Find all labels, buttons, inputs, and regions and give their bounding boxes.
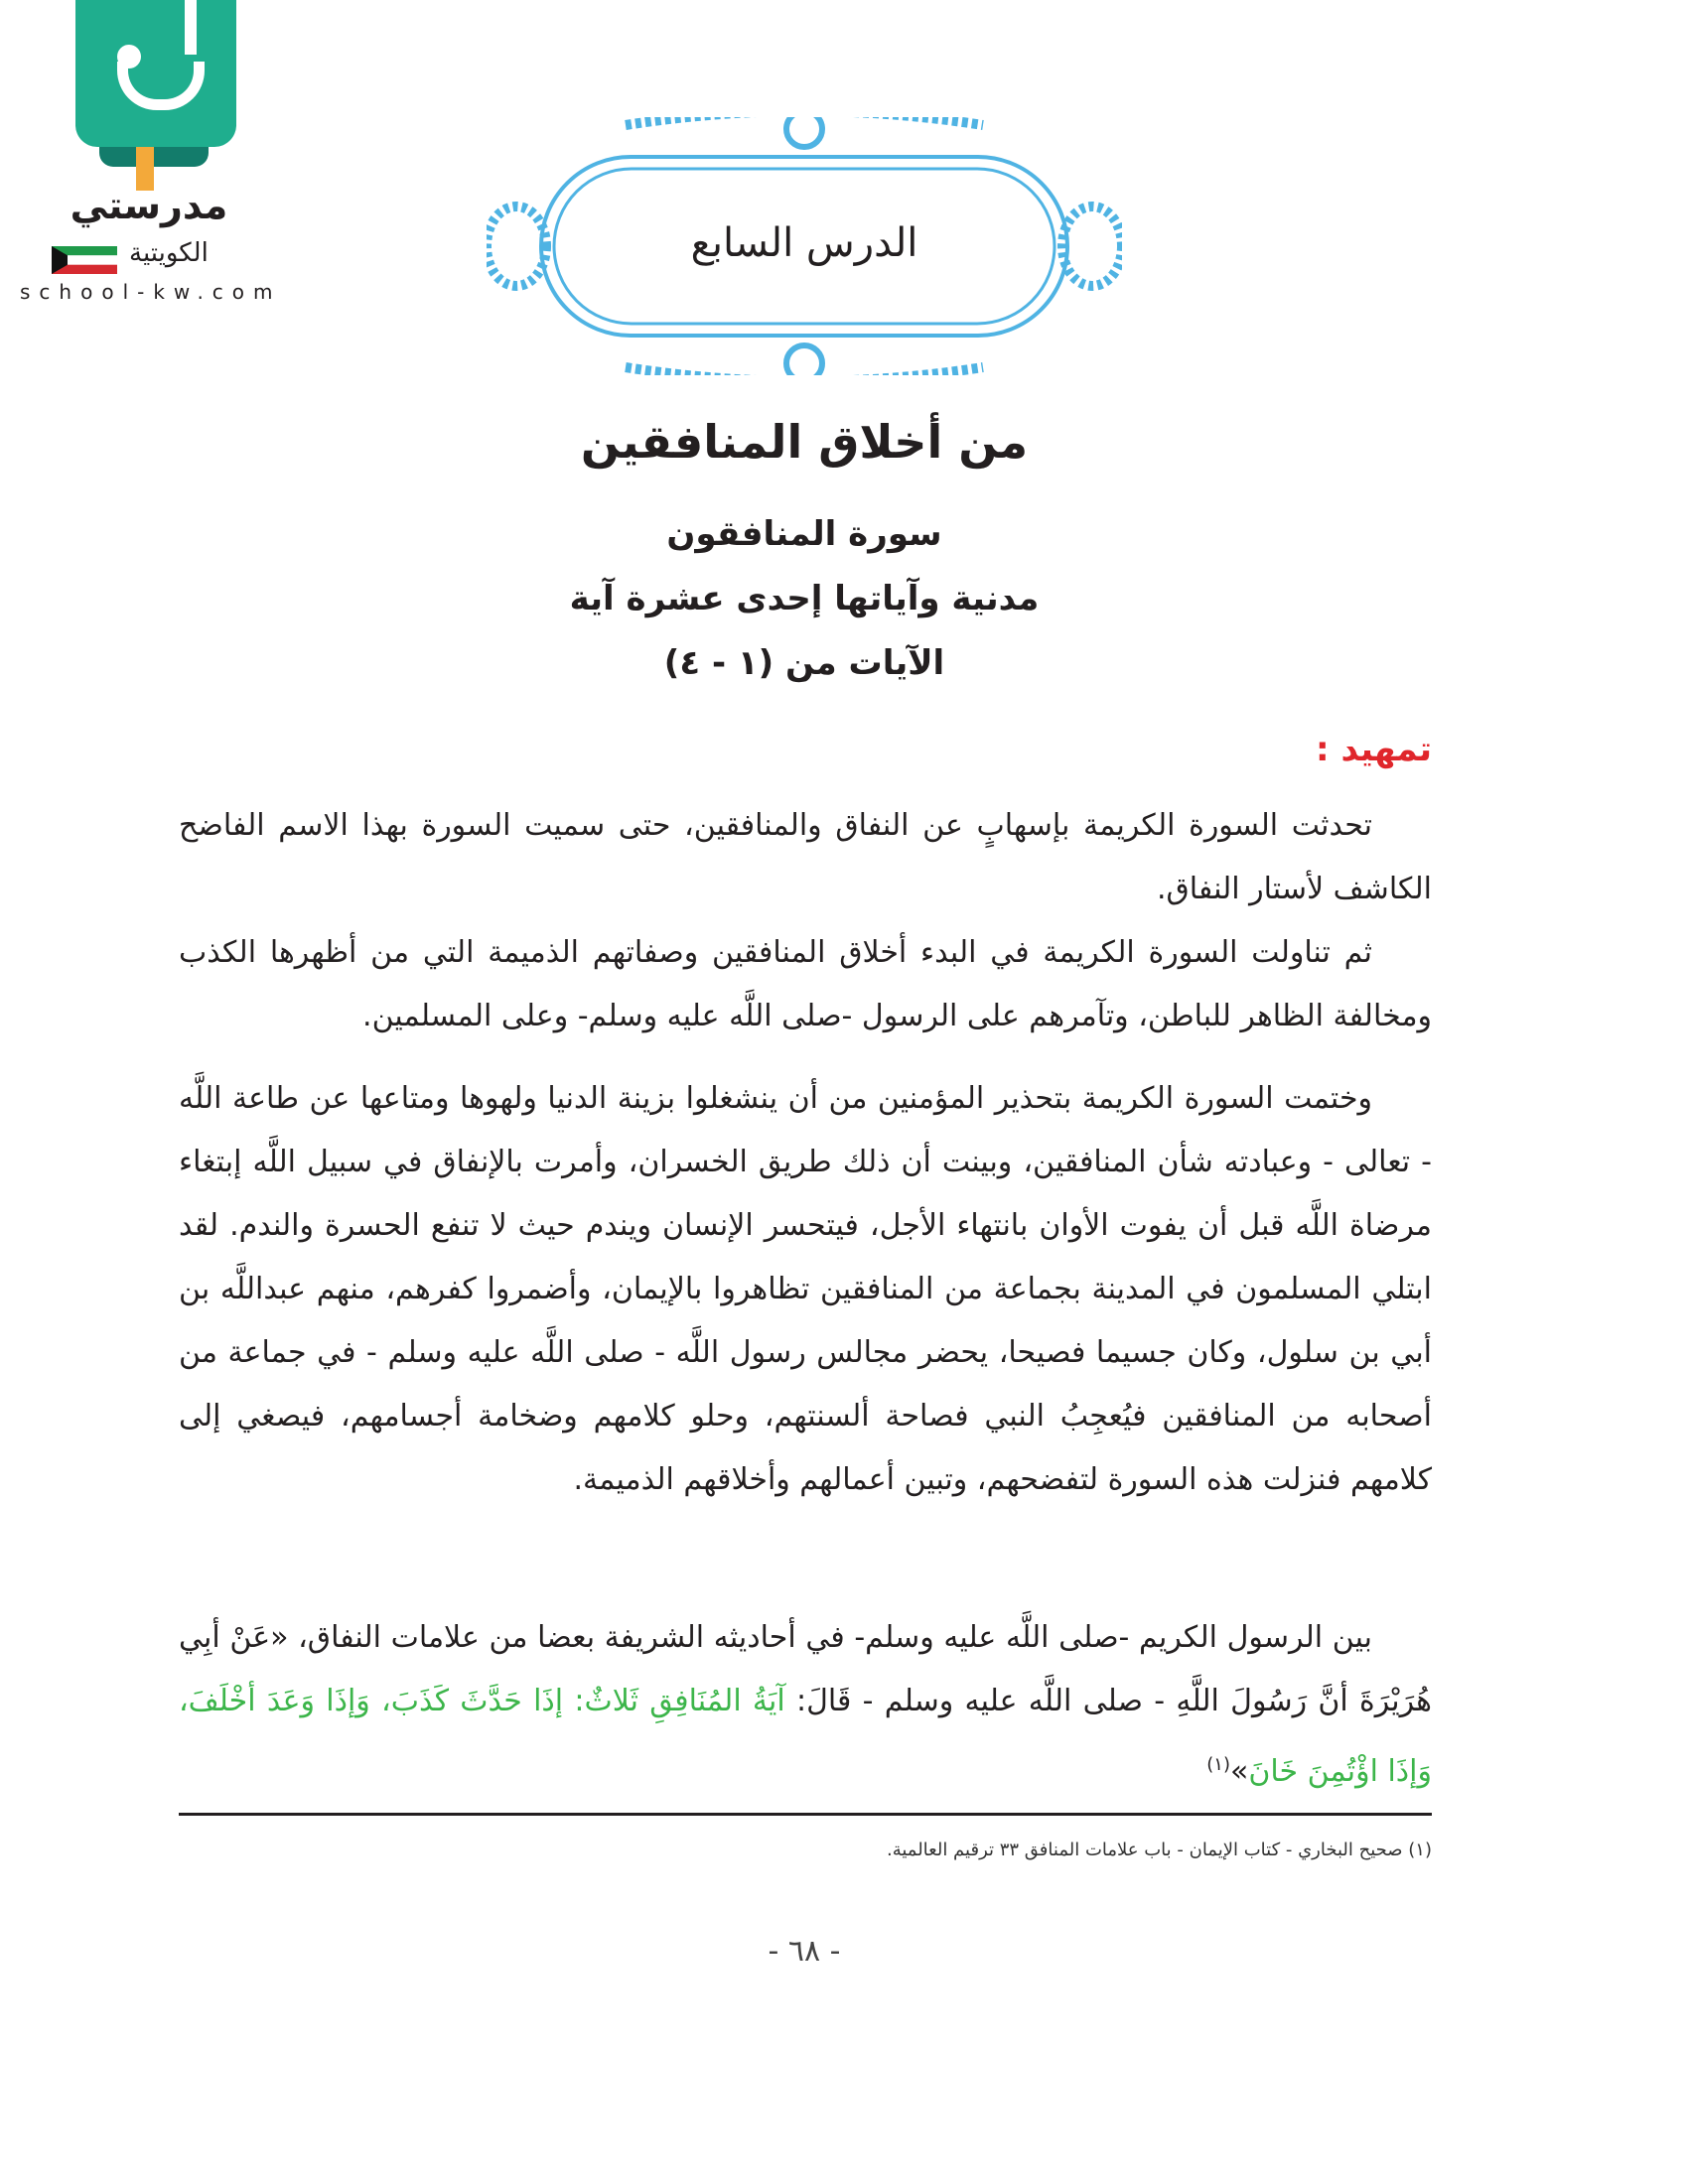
lesson-title: الدرس السابع: [690, 220, 918, 266]
paragraph-text: وختمت السورة الكريمة بتحذير المؤمنين من أن ينشغلوا بزينة الدنيا ولهوها ومتاعها عن طاعة اللَّه - تعالى - وعبادته شأن المنافقين، وبينت أن ذلك طريق الخسران، وأمرت بالإنفاق في سبيل اللَّه إبتغاء مرضاة اللَّه قبل أن يفوت الأوان بانتهاء الأجل، فيتحسر الإنسان ويندم حيث لا تنفع الحسرة والندم. لقد ابتلي المسلمون في المدينة بجماعة من المنافقين تظاهروا بالإيمان، وأضمروا كفرهم، منهم عبداللَّه بن أبي بن سلول، وكان جسيما فصيحا، يحضر مجالس رسول اللَّه - صلى اللَّه عليه وسلم - في جماعة من أصحابه من المنافقين فيُعجِبُ النبي فصاحة ألسنتهم، وحلو كلامهم وضخامة أجسامهم، فيصغي إلى كلامهم فنزلت هذه السورة لتفضحهم، وتبين أعمالهم وأخلاقهم الذميمة.: [179, 1081, 1432, 1497]
hadith-text: آيَةُ المُنَافِقِ ثَلاثٌ: إذَا حَدَّثَ كَذَبَ، وَإذَا وَعَدَ أخْلَفَ، وَإذَا اؤْتُمِنَ خَانَ: [179, 1684, 1432, 1789]
hadith-intro: بين الرسول الكريم -صلى اللَّه عليه وسلم- في أحاديثه الشريفة بعضا من علامات النفاق،: [298, 1620, 1372, 1655]
logo: [20, 0, 308, 304]
paragraph: [179, 794, 1432, 921]
logo-bar: [185, 0, 197, 55]
hadith-close: »: [1229, 1754, 1249, 1789]
hadith-paragraph: [179, 1606, 1432, 1804]
sura-name: سورة المنافقون: [666, 514, 942, 554]
page-number: - ٦٨ -: [768, 1934, 841, 1969]
footnote-ref[interactable]: (١): [1206, 1754, 1230, 1775]
paragraph-text: تحدثت السورة الكريمة بإسهابٍ عن النفاق والمنافقين، حتى سميت السورة بهذا الاسم الفاضح الكاشف لأستار النفاق.: [179, 808, 1432, 906]
hadith-narration: «عَنْ أبِي هُرَيْرَةَ أنَّ رَسُولَ اللَّهِ - صلى اللَّه عليه وسلم - قَالَ:: [179, 1620, 1432, 1718]
sura-info: مدنية وآياتها إحدى عشرة آية: [569, 579, 1040, 618]
paragraph: [179, 921, 1432, 1048]
paragraph: [179, 1067, 1432, 1512]
paragraph-text: ثم تناولت السورة الكريمة في البدء أخلاق المنافقين وصفاتهم الذميمة التي من أظهرها الكذب ومخالفة الظاهر للباطن، وتآمرهم على الرسول -صلى اللَّه عليه وسلم- وعلى المسلمين.: [179, 935, 1432, 1033]
logo-url: school-kw.com: [20, 280, 282, 304]
intro-label: تمهيد :: [1316, 730, 1432, 769]
footnote-divider: [179, 1813, 1432, 1816]
logo-subtitle: الكويتية: [129, 238, 209, 268]
footnote: (١) صحيح البخاري - كتاب الإيمان - باب علامات المنافق ٣٣ ترقيم العالمية.: [886, 1840, 1432, 1860]
sura-verses: الآيات من (١ - ٤): [663, 643, 945, 683]
kuwait-flag-icon: [52, 246, 117, 274]
logo-name: مدرستي: [70, 184, 228, 227]
lesson-heading: من أخلاق المنافقين: [580, 415, 1029, 469]
